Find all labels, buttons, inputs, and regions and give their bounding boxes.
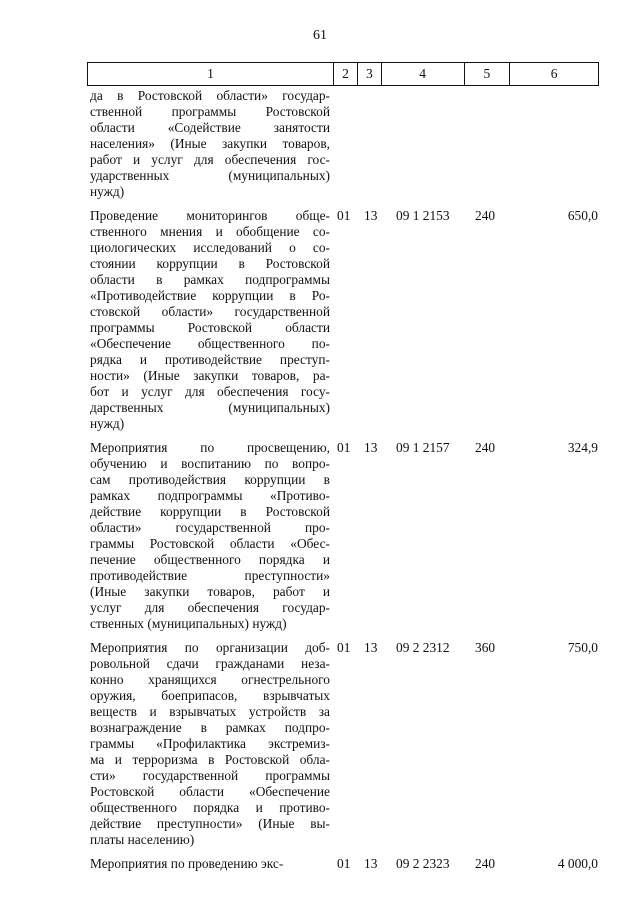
description-line: граммы «Профилактика экстремиз- (90, 736, 330, 751)
row-description (90, 208, 330, 432)
description-line: общественного порядка и противо- (90, 800, 330, 815)
subsection-code: 13 (364, 440, 378, 455)
table-row (90, 640, 600, 848)
subsection-code: 13 (364, 208, 378, 223)
description-line: ударственных (муниципальных) (90, 168, 330, 183)
description-line: конно хранящихся огнестрельного (90, 672, 330, 687)
description-line: Ростовской области «Обеспечение (90, 784, 330, 799)
description-line: услуг для обеспечения государ- (90, 600, 330, 615)
expense-type-code: 240 (475, 440, 496, 455)
description-line: программы Ростовской области (90, 320, 330, 335)
target-article-code: 09 1 2153 (396, 208, 450, 223)
description-line: обучению и воспитанию по вопро- (90, 456, 330, 471)
table-header-row (87, 62, 599, 86)
description-line: ственной программы Ростовской (90, 104, 330, 119)
description-line: Проведение мониторингов обще- (90, 208, 330, 223)
description-line: сам противодействия коррупции в (90, 472, 330, 487)
description-line: населения» (Иные закупки товаров, (90, 136, 330, 151)
section-code: 01 (337, 640, 351, 655)
column-header-1: 1 (88, 63, 334, 85)
column-header-3: 3 (358, 63, 382, 85)
description-line: ственного мнения и обобщение со- (90, 224, 330, 239)
description-line: стовской области» государственной (90, 304, 330, 319)
description-line: стоянии коррупции в Ростовской (90, 256, 330, 271)
description-line: действие коррупции в Ростовской (90, 504, 330, 519)
description-line: ма и терроризма в Ростовской обла- (90, 752, 330, 767)
description-line: платы населению) (90, 832, 195, 847)
table-row (90, 440, 600, 632)
target-article-code: 09 2 2312 (396, 640, 450, 655)
expense-type-code: 240 (475, 208, 496, 223)
description-line: да в Ростовской области» государ- (90, 88, 330, 103)
description-line: «Обеспечение общественного по- (90, 336, 330, 351)
expense-type-code: 240 (475, 856, 496, 871)
description-line: (Иные закупки товаров, работ и (90, 584, 330, 599)
description-line: веществ и взрывчатых устройств за (90, 704, 330, 719)
description-line: рамках подпрограммы «Противо- (90, 488, 330, 503)
description-line: нужд) (90, 184, 125, 199)
amount-value: 324,9 (567, 440, 598, 455)
column-header-5: 5 (465, 63, 511, 85)
subsection-code: 13 (364, 856, 378, 871)
description-line: нужд) (90, 416, 125, 431)
section-code: 01 (337, 208, 351, 223)
column-header-4: 4 (382, 63, 465, 85)
row-description (90, 856, 330, 872)
description-line: Мероприятия по проведению экс- (90, 856, 284, 871)
description-line: области» государственной про- (90, 520, 330, 535)
page-number: 61 (313, 28, 327, 43)
section-code: 01 (337, 856, 351, 871)
description-line: ственных (муниципальных) нужд) (90, 616, 287, 631)
description-line: рядка и противодействие преступ- (90, 352, 330, 367)
row-description (90, 88, 330, 200)
description-line: ности» (Иные закупки товаров, ра- (90, 368, 330, 383)
description-line: оружия, боеприпасов, взрывчатых (90, 688, 330, 703)
description-line: печение общественного порядка и (90, 552, 330, 567)
description-line: области «Содействие занятости (90, 120, 330, 135)
amount-value: 750,0 (567, 640, 598, 655)
description-line: сти» государственной программы (90, 768, 330, 783)
expense-type-code: 360 (475, 640, 496, 655)
column-header-6: 6 (550, 66, 558, 81)
description-line: дарственных (муниципальных) (90, 400, 330, 415)
subsection-code: 13 (364, 640, 378, 655)
description-line: Мероприятия по организации доб- (90, 640, 330, 655)
column-header-2: 2 (334, 63, 358, 85)
table-row (90, 208, 600, 432)
description-line: граммы Ростовской области «Обес- (90, 536, 330, 551)
section-code: 01 (337, 440, 351, 455)
description-line: циологических исследований о со- (90, 240, 330, 255)
target-article-code: 09 1 2157 (396, 440, 450, 455)
table-row (90, 856, 600, 872)
description-line: Мероприятия по просвещению, (90, 440, 330, 455)
description-line: вознаграждение в рамках подпро- (90, 720, 330, 735)
row-description (90, 440, 330, 632)
table-body (90, 88, 600, 872)
description-line: ровольной сдачи гражданами неза- (90, 656, 330, 671)
description-line: действие преступности» (Иные вы- (90, 816, 330, 831)
target-article-code: 09 2 2323 (396, 856, 450, 871)
description-line: противодействие преступности» (90, 568, 330, 583)
table-row (90, 88, 600, 200)
amount-value: 4 000,0 (557, 856, 598, 871)
description-line: области в рамках подпрограммы (90, 272, 330, 287)
row-description (90, 640, 330, 848)
description-line: работ и услуг для обеспечения гос- (90, 152, 330, 167)
amount-value: 650,0 (567, 208, 598, 223)
description-line: бот и услуг для обеспечения госу- (90, 384, 330, 399)
description-line: «Противодействие коррупции в Ро- (90, 288, 330, 303)
